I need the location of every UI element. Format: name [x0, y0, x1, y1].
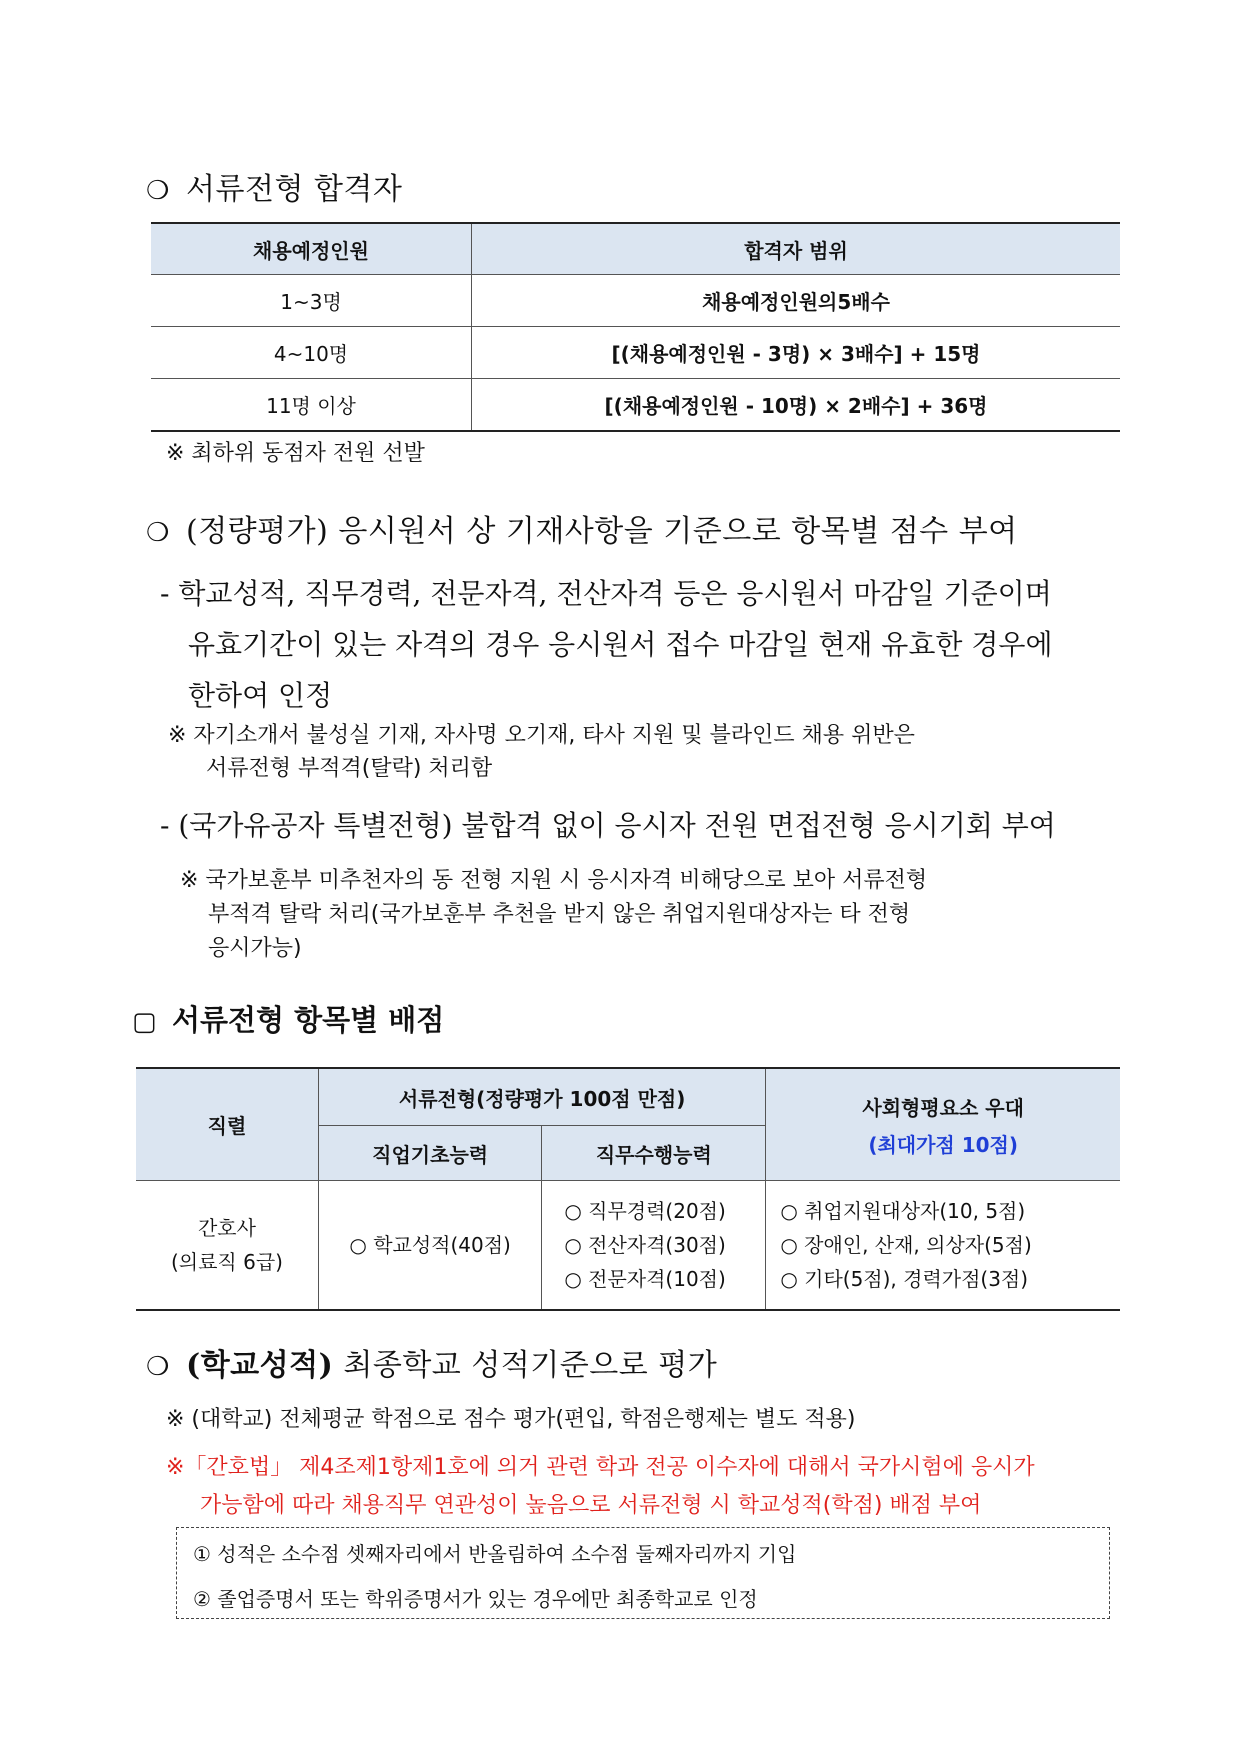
rule-item: ① 성적은 소수점 셋째자리에서 반올림하여 소수점 둘째자리까지 기입 — [193, 1542, 797, 1566]
list-item: ○ 학교성적(40점) — [349, 1233, 511, 1257]
table-row — [151, 379, 1120, 432]
section-title: (정량평가) 응시원서 상 기재사항을 기준으로 항목별 점수 부여 — [186, 514, 1018, 549]
list-item: ○ 전산자격(30점) — [564, 1233, 726, 1257]
bullet-criteria — [160, 568, 1053, 721]
list-item: ○ 취업지원대상자(10, 5점) — [780, 1199, 1026, 1223]
note-line: ※ 국가보훈부 미추천자의 동 전형 지원 시 응시자격 비해당으로 보아 서류전형 — [180, 868, 928, 893]
section-title-bold: (학교성적) — [186, 1348, 334, 1383]
scoring-table — [136, 1067, 1120, 1311]
table-row — [136, 1181, 1120, 1311]
table-cell: 1~3명 — [151, 275, 472, 327]
table-cell-basic — [318, 1181, 541, 1311]
social-header-label: 사회형평요소 우대 — [862, 1095, 1024, 1120]
note-line: ※「간호법」 제4조제1항제1호에 의거 관련 학과 전공 이수자에 대해서 국가시험에 응시가 — [166, 1455, 1035, 1480]
note-line: 서류전형 부적격(탈락) 처리함 — [206, 756, 493, 781]
table-header-row — [136, 1068, 1120, 1126]
section-title-rest: 최종학교 성적기준으로 평가 — [343, 1348, 718, 1383]
section-heading-quantitative — [146, 506, 1018, 550]
table-row — [151, 327, 1120, 379]
bullet-line: 유효기간이 있는 자격의 경우 응시원서 접수 마감일 현재 유효한 경우에 — [188, 628, 1053, 661]
note-university-grades: ※ (대학교) 전체평균 학점으로 점수 평가(편입, 학점은행제는 별도 적용) — [166, 1407, 856, 1432]
rule-item: ② 졸업증명서 또는 학위증명서가 있는 경우에만 최종학교로 인정 — [193, 1587, 758, 1611]
circle-bullet-icon: ❍ — [146, 1352, 170, 1382]
table-cell: [(채용예정인원 - 10명) × 2배수] + 36명 — [472, 379, 1121, 432]
table-cell: 11명 이상 — [151, 379, 472, 432]
table-header-cell: 서류전형(정량평가 100점 만점) — [318, 1068, 765, 1126]
note-nursing-act — [166, 1449, 1035, 1525]
bullet-veterans: - (국가유공자 특별전형) 불합격 없이 응시자 전원 면접전형 응시기회 부여 — [160, 809, 1056, 842]
table-header-cell: 직업기초능력 — [318, 1126, 541, 1181]
table-header-cell: 직무수행능력 — [542, 1126, 766, 1181]
table-cell: 채용예정인원의5배수 — [472, 275, 1121, 327]
note-veterans — [180, 864, 927, 966]
table-cell-job — [136, 1181, 318, 1311]
table-header-cell: 합격자 범위 — [472, 223, 1121, 275]
social-header-sub: (최대가점 10점) — [868, 1132, 1018, 1157]
table-cell: [(채용예정인원 - 3명) × 3배수] + 15명 — [472, 327, 1121, 379]
section-heading-document-passers — [146, 164, 402, 208]
note-line: ※ 자기소개서 불성실 기재, 자사명 오기재, 타사 지원 및 블라인드 채용 위반은 — [168, 723, 915, 748]
circle-bullet-icon: ❍ — [146, 518, 170, 548]
circle-bullet-icon: ❍ — [146, 176, 170, 206]
table-cell-social — [766, 1181, 1120, 1311]
list-item: ○ 직무경력(20점) — [564, 1199, 726, 1223]
section-heading-grades — [146, 1340, 717, 1384]
table-header-cell-social — [766, 1068, 1120, 1181]
section-heading-scoring — [132, 998, 444, 1039]
passer-range-table — [151, 222, 1120, 432]
table-header-row — [151, 223, 1120, 275]
bullet-line: - 학교성적, 직무경력, 전문자격, 전산자격 등은 응시원서 마감일 기준이며 — [160, 577, 1052, 610]
bullet-line: 한하여 인정 — [188, 679, 333, 712]
grade-rules-box — [176, 1527, 1110, 1619]
square-bullet-icon: ▢ — [132, 1007, 157, 1037]
section-title: 서류전형 항목별 배점 — [172, 1003, 445, 1037]
table-header-cell: 직렬 — [136, 1068, 318, 1181]
list-item: ○ 기타(5점), 경력가점(3점) — [780, 1267, 1029, 1291]
table-cell: 4~10명 — [151, 327, 472, 379]
list-item: ○ 전문자격(10점) — [564, 1267, 726, 1291]
table-row — [151, 275, 1120, 327]
note-line: 부적격 탈락 처리(국가보훈부 추천을 받지 않은 취업지원대상자는 타 전형 — [208, 902, 911, 927]
table-cell-perf — [542, 1181, 766, 1311]
table-header-cell: 채용예정인원 — [151, 223, 472, 275]
job-line: 간호사 — [197, 1216, 256, 1240]
section-title: 서류전형 합격자 — [186, 172, 403, 207]
note-line: 가능함에 따라 채용직무 연관성이 높음으로 서류전형 시 학교성적(학점) 배점 부여 — [200, 1493, 982, 1518]
job-line: (의료직 6급) — [170, 1250, 283, 1274]
list-item: ○ 장애인, 산재, 의상자(5점) — [780, 1233, 1032, 1257]
note-disqualification — [168, 719, 915, 785]
note-line: 응시가능) — [208, 936, 302, 961]
note-tie-rule: ※ 최하위 동점자 전원 선발 — [166, 441, 425, 466]
